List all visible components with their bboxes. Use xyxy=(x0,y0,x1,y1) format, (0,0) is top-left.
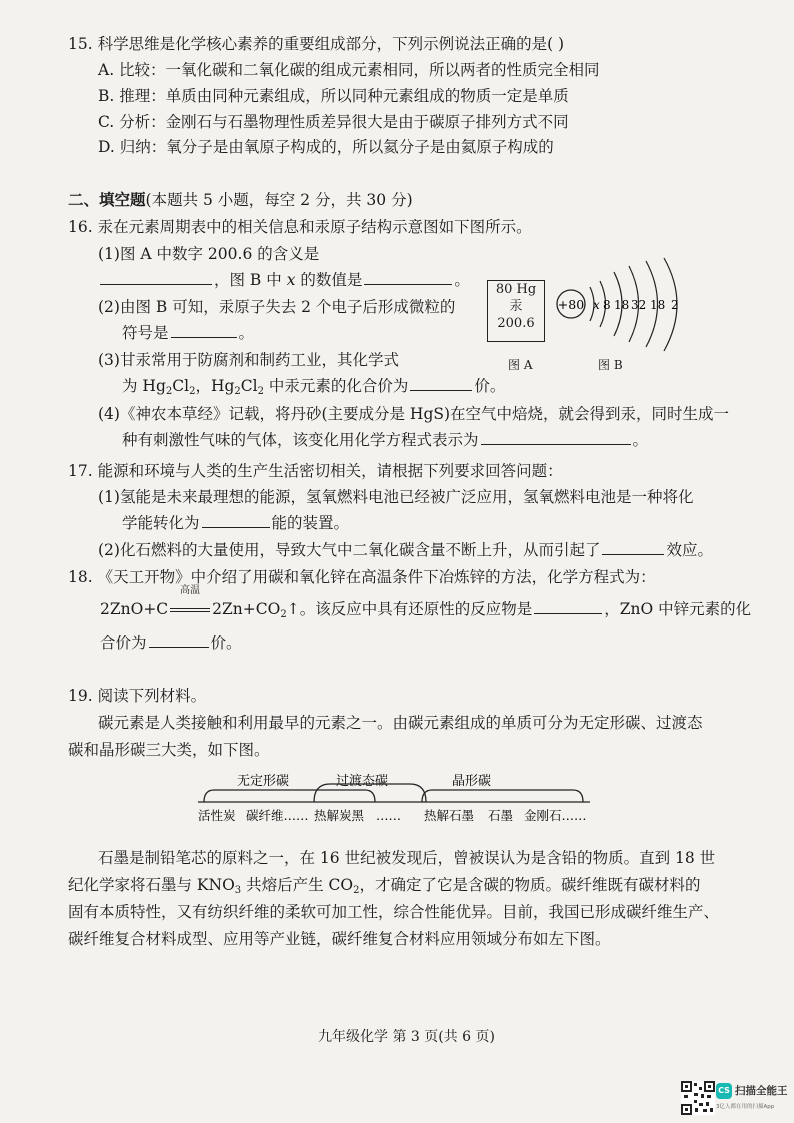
q18-line2 xyxy=(100,585,752,620)
variable-x: x xyxy=(286,271,296,289)
element-name: 汞 xyxy=(509,299,523,314)
formula-part: 为 Hg xyxy=(122,377,166,395)
shell-count-1: x xyxy=(593,298,600,312)
qr-code-icon xyxy=(681,1081,715,1115)
q19-para2-line1: 石墨是制铅笔芯的原料之一，在 16 世纪被发现后，曾被误认为是含铅的物质。直到 18 世 xyxy=(98,849,716,867)
equal-bar xyxy=(170,611,210,612)
para-text: ，才确定了它是含碳的物质。碳纤维既有碳材料的 xyxy=(359,876,701,894)
subscript: 2 xyxy=(353,885,360,896)
gas-arrow: ↑ xyxy=(286,600,300,618)
q18-text4: 价。 xyxy=(210,634,242,652)
punct: 。 xyxy=(454,271,470,289)
answer-blank[interactable] xyxy=(602,540,664,555)
q17-part1-line2 xyxy=(122,513,349,533)
element-tile xyxy=(487,280,545,342)
atom-structure-diagram xyxy=(550,256,710,356)
reaction-condition xyxy=(168,585,212,619)
figure-a-caption: 图 A xyxy=(508,358,533,372)
q16-part1-text: ，图 B 中 xyxy=(214,271,282,289)
section-heading xyxy=(68,190,413,210)
subscript: 2 xyxy=(257,386,264,397)
q17-part1-text2: 能的装置。 xyxy=(271,514,350,532)
answer-blank[interactable] xyxy=(149,633,209,648)
equation-right: 2Zn+CO xyxy=(212,600,281,618)
q16-part2-line1: (2)由图 B 可知，汞原子失去 2 个电子后形成微粒的 xyxy=(98,298,456,316)
group-label-crystalline: 晶形碳 xyxy=(452,774,492,789)
q16-part4-line1: (4)《神农本草经》记载，将丹砂(主要成分是 HgS)在空气中焙烧，就会得到汞，同时生成一 xyxy=(98,405,730,423)
atomic-mass: 200.6 xyxy=(497,316,535,331)
q17-part2-text: (2)化石燃料的大量使用，导致大气中二氧化碳含量不断上升，从而引起了 xyxy=(98,541,601,559)
q15-option-b: B. 推理：单质由同种元素组成，所以同种元素组成的物质一定是单质 xyxy=(98,87,569,105)
q16-part2-text: 符号是 xyxy=(122,324,169,342)
brace-crystalline xyxy=(422,790,583,802)
answer-blank[interactable] xyxy=(202,513,270,528)
item-graphite: 石墨 xyxy=(488,808,514,823)
q16-part1-line1: (1)图 A 中数字 200.6 的含义是 xyxy=(98,245,320,263)
subscript: 2 xyxy=(189,386,196,397)
punct: 。 xyxy=(238,324,255,342)
para-text: 纪化学家将石墨与 KNO xyxy=(68,876,235,894)
q16-part3-line1: (3)甘汞常用于防腐剂和制药工业，其化学式 xyxy=(98,351,399,369)
shell-count-4: 32 xyxy=(631,298,647,312)
formula-part: ，Hg xyxy=(195,377,235,395)
subscript: 2 xyxy=(165,386,173,397)
q19-para2-line3: 固有本质特性，又有纺织纤维的柔软可加工性，综合性能优异。目前，我国已形成碳纤维生产、 xyxy=(68,903,720,921)
item-pyrolytic-black: 热解炭黑 xyxy=(314,808,365,823)
condition-text: 高温 xyxy=(180,585,201,596)
subscript: 3 xyxy=(234,885,242,896)
shell-count-2: 8 xyxy=(603,298,611,312)
q15-stem: 15. 科学思维是化学核心素养的重要组成部分，下列示例说法正确的是( ) xyxy=(68,35,565,53)
subscript: 2 xyxy=(234,386,241,397)
item-activated-carbon: 活性炭 xyxy=(198,808,236,823)
answer-blank[interactable] xyxy=(171,323,237,338)
answer-blank[interactable] xyxy=(100,270,212,285)
q19-para1-line1: 碳元素是人类接触和利用最早的元素之一。由碳元素组成的单质可分为无定形碳、过渡态 xyxy=(98,714,703,732)
equal-bar xyxy=(170,608,210,609)
group-label-amorphous: 无定形碳 xyxy=(237,774,290,789)
scanner-app-badge: CS xyxy=(716,1083,732,1099)
page-footer: 九年级化学 第 3 页(共 6 页) xyxy=(318,1029,495,1045)
atomic-number: 80 xyxy=(495,282,513,297)
punct: 。 xyxy=(632,431,649,449)
q17-part1-line1: (1)氢能是未来最理想的能源，氢氧燃料电池已经被广泛应用，氢氧燃料电池是一种将化 xyxy=(98,488,694,506)
q16-part4-line2 xyxy=(122,430,648,450)
shell-count-6: 2 xyxy=(671,298,679,312)
q16-part1-text2: 的数值是 xyxy=(295,271,363,289)
q16-part2-line2 xyxy=(122,323,254,343)
q15-option-a: A. 比较：一氧化碳和二氧化碳的组成元素相同，所以两者的性质完全相同 xyxy=(98,61,600,79)
section-title: 二、填空题 xyxy=(68,190,146,209)
element-symbol: Hg xyxy=(516,282,537,297)
formula-part: Cl xyxy=(172,377,190,395)
item-ellipsis: …… xyxy=(376,808,401,823)
q18-text3: 合价为 xyxy=(100,634,147,652)
answer-blank[interactable] xyxy=(364,270,452,285)
q17-part2 xyxy=(98,540,713,560)
q18-line3 xyxy=(100,633,242,653)
q18-text2: ，ZnO 中锌元素的化 xyxy=(604,600,752,618)
formula-part: Cl xyxy=(240,377,258,395)
q15-option-d: D. 归纳：氧分子是由氧原子构成的，所以氦分子是由氦原子构成的 xyxy=(98,138,554,156)
q16-stem: 16. 汞在元素周期表中的相关信息和汞原子结构示意图如下图所示。 xyxy=(68,218,532,236)
q16-part4-text: 种有刺激性气味的气体，该变化用化学方程式表示为 xyxy=(122,431,479,449)
equation-left: 2ZnO+C xyxy=(100,600,169,618)
para-text: 共熔后产生 CO xyxy=(241,876,354,894)
answer-blank[interactable] xyxy=(481,430,631,445)
answer-blank[interactable] xyxy=(410,376,472,391)
shell-count-3: 18 xyxy=(614,298,630,312)
q17-stem: 17. 能源和环境与人类的生产生活密切相关，请根据下列要求回答问题： xyxy=(68,462,563,480)
subscript: 2 xyxy=(280,609,287,620)
q16-part3-text: 中汞元素的化合价为 xyxy=(263,377,409,395)
section-note: (本题共 5 小题，每空 2 分，共 30 分) xyxy=(145,191,413,209)
nucleus-charge: +80 xyxy=(557,297,585,312)
q18-text: 。该反应中具有还原性的反应物是 xyxy=(299,600,533,618)
q16-part1-line2 xyxy=(98,270,470,290)
q18-line1: 18. 《天工开物》中介绍了用碳和氧化锌在高温条件下冶炼锌的方法，化学方程式为： xyxy=(68,568,656,586)
answer-blank[interactable] xyxy=(534,599,602,614)
q17-part1-text: 学能转化为 xyxy=(122,514,200,532)
tile-top-row xyxy=(488,281,544,298)
figure-b-caption: 图 B xyxy=(598,358,623,372)
item-pyrolytic-graphite: 热解石墨 xyxy=(424,808,475,823)
carbon-classification-diagram xyxy=(190,768,610,830)
scanner-tagline: 3亿人都在用的扫描App xyxy=(716,1104,775,1110)
q19-para1-line2: 碳和晶形碳三大类，如下图。 xyxy=(68,741,270,759)
q16-part3-line2 xyxy=(122,376,505,396)
q19-para2-line2 xyxy=(68,875,700,895)
q19-stem: 19. 阅读下列材料。 xyxy=(68,687,207,705)
q15-option-c: C. 分析：金刚石与石墨物理性质差异很大是由于碳原子排列方式不同 xyxy=(98,113,569,131)
group-label-transitional: 过渡态碳 xyxy=(336,774,389,789)
item-carbon-fiber: 碳纤维…… xyxy=(246,808,309,823)
item-diamond: 金刚石…… xyxy=(524,808,587,823)
scanner-brand: 扫描全能王 xyxy=(735,1085,788,1097)
brace-amorphous xyxy=(204,790,375,802)
q17-part2-text2: 效应。 xyxy=(666,541,713,559)
punct: 价。 xyxy=(474,377,506,395)
q19-para2-line4: 碳纤维复合材料成型、应用等产业链，碳纤维复合材料应用领域分布如左下图。 xyxy=(68,930,611,948)
shell-count-5: 18 xyxy=(650,298,666,312)
